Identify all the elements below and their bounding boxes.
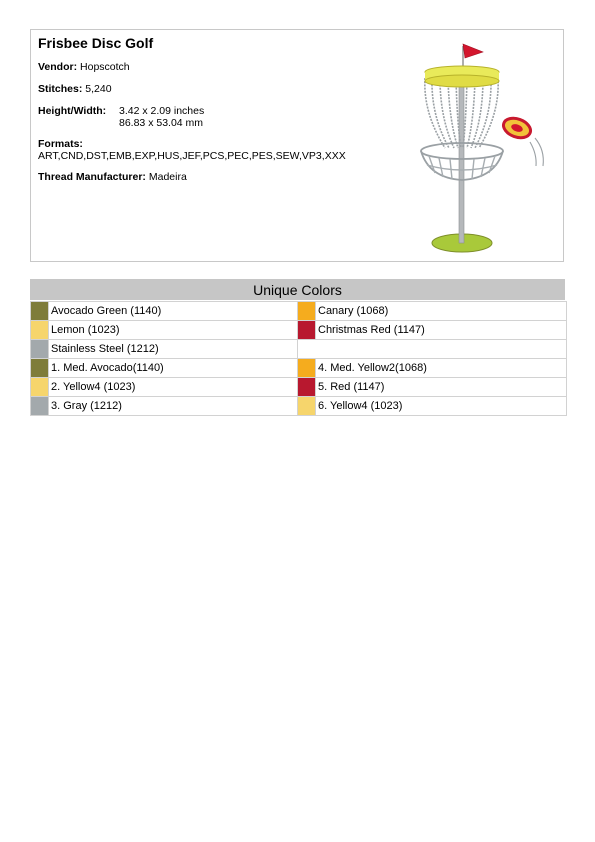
product-title: Frisbee Disc Golf (38, 35, 154, 51)
color-swatch (298, 340, 316, 359)
vendor-field (38, 61, 130, 73)
color-swatch (31, 378, 49, 397)
color-name: 3. Gray (1212) (49, 397, 298, 416)
motion-lines (530, 138, 543, 166)
formats-value: ART,CND,DST,EMB,EXP,HUS,JEF,PCS,PEC,PES,SEW,VP3,XXX (38, 150, 346, 162)
color-name (316, 340, 567, 359)
stitches-value: 5,240 (85, 83, 112, 95)
color-swatch (298, 397, 316, 416)
flag-icon (463, 44, 483, 58)
stitches-label: Stitches: (38, 83, 83, 95)
color-name: Avocado Green (1140) (49, 302, 298, 321)
thread-manufacturer-value: Madeira (148, 171, 187, 183)
color-swatch (31, 302, 49, 321)
product-card (30, 29, 564, 262)
color-name: Stainless Steel (1212) (49, 340, 298, 359)
color-row (31, 340, 567, 359)
height-width-inches: 3.42 x 2.09 inches (119, 105, 205, 117)
height-width-field (38, 105, 338, 131)
height-width-values (119, 105, 204, 129)
vendor-value: Hopscotch (80, 61, 130, 73)
color-swatch (298, 378, 316, 397)
color-name: Christmas Red (1147) (316, 321, 567, 340)
color-name: 2. Yellow4 (1023) (49, 378, 298, 397)
color-name: 6. Yellow4 (1023) (316, 397, 567, 416)
color-row (31, 302, 567, 321)
stitches-field (38, 83, 112, 95)
color-row (31, 321, 567, 340)
color-swatch (31, 359, 49, 378)
height-width-mm: 86.83 x 53.04 mm (119, 117, 204, 129)
unique-colors-header: Unique Colors (30, 279, 565, 300)
thread-field (38, 171, 187, 183)
color-name: 1. Med. Avocado(1140) (49, 359, 298, 378)
color-name: 4. Med. Yellow2(1068) (316, 359, 567, 378)
thread-manufacturer-label: Thread Manufacturer: (38, 171, 146, 183)
color-swatch (31, 397, 49, 416)
color-row (31, 397, 567, 416)
height-width-label: Height/Width: (38, 105, 107, 117)
basket-band-bottom (425, 75, 499, 87)
vendor-label: Vendor: (38, 61, 78, 73)
disc-golf-basket-illustration (415, 38, 560, 260)
color-swatch (298, 302, 316, 321)
formats-field (38, 138, 346, 162)
color-swatch (298, 359, 316, 378)
color-name: Lemon (1023) (49, 321, 298, 340)
basket-pole (459, 86, 464, 243)
design-preview-image (415, 38, 560, 260)
color-row (31, 378, 567, 397)
color-swatch (31, 321, 49, 340)
formats-label: Formats: (38, 138, 83, 150)
color-swatch (298, 321, 316, 340)
color-name: 5. Red (1147) (316, 378, 567, 397)
color-swatch (31, 340, 49, 359)
unique-colors-table (30, 301, 567, 416)
color-row (31, 359, 567, 378)
color-name: Canary (1068) (316, 302, 567, 321)
